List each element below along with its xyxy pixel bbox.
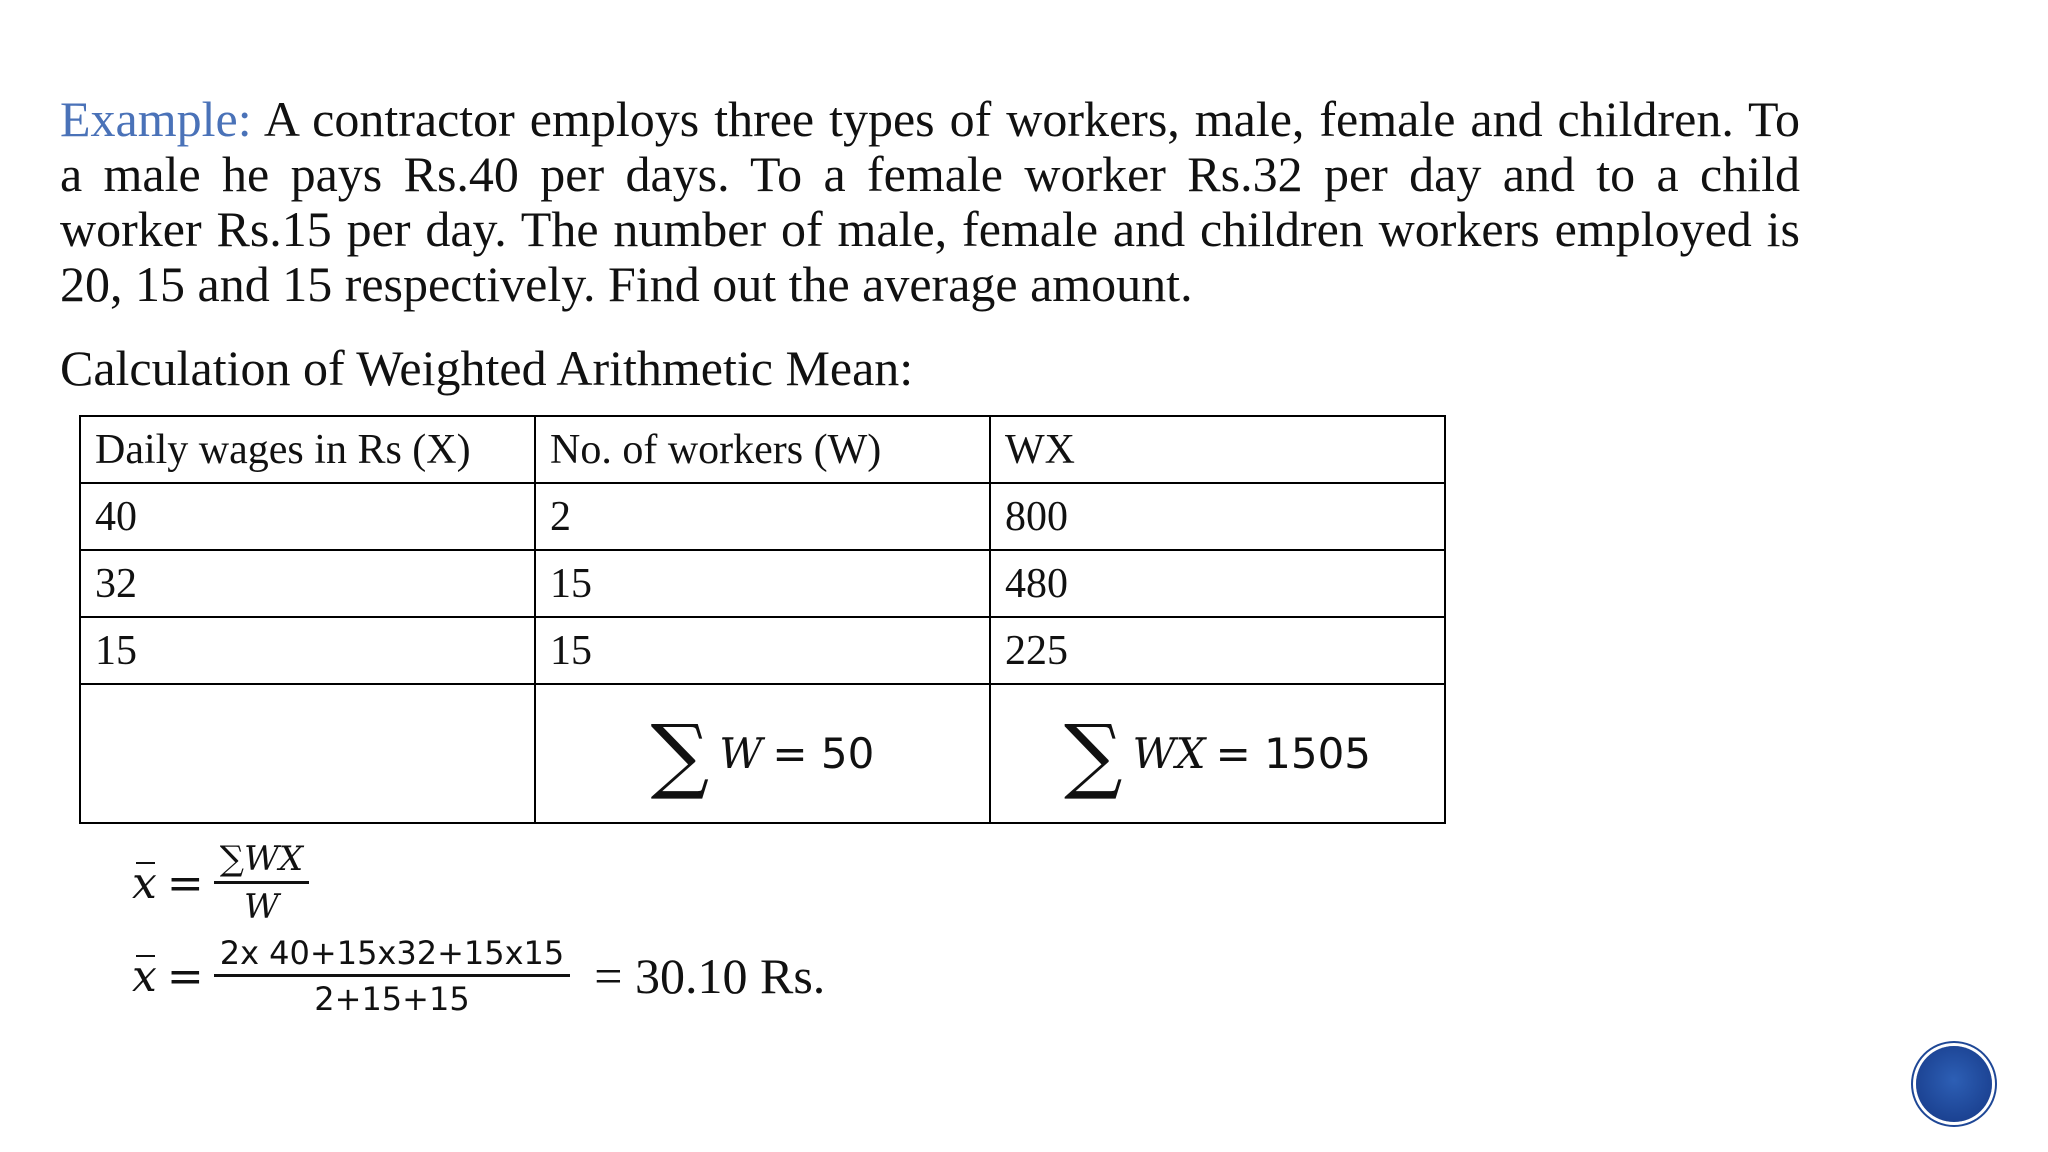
cell-wx: 480 [990,550,1445,617]
example-label: Example: [60,91,252,147]
fraction-numerator: 2x 40+15x32+15x15 [214,935,571,977]
slide-nav-button-icon[interactable] [1916,1046,1992,1122]
equals-sign: = [166,950,204,1002]
sum-w-cell [535,684,990,823]
problem-text: A contractor employs three types of workers, male, female and children. To a male he pays Rs.40 per days. To a female worker Rs.32 per day and to a child worker Rs.15 per day. The number of male, female and children workers employed is 20, 15 and 15 respectively. Find out the average amount. [60,91,1800,312]
sum-wx-cell [990,684,1445,823]
header-num-workers: No. of workers (W) [535,416,990,483]
header-wx: WX [990,416,1445,483]
x-bar-symbol: x [132,950,157,1002]
table-row [80,617,1445,684]
table-header-row [80,416,1445,483]
cell-wx: 800 [990,483,1445,550]
mean-result: = 30.10 Rs. [594,948,826,1005]
calculation-fraction [214,935,571,1018]
table-totals-row [80,684,1445,823]
cell-empty [80,684,535,823]
header-daily-wages: Daily wages in Rs (X) [80,416,535,483]
calculation-heading: Calculation of Weighted Arithmetic Mean: [60,340,914,396]
fraction-numerator: ∑WX [214,840,309,884]
sum-w [650,707,875,803]
cell-wage: 32 [80,550,535,617]
mean-fraction [214,840,309,927]
table-row [80,550,1445,617]
fraction-denominator: 2+15+15 [314,979,470,1018]
cell-workers: 2 [535,483,990,550]
mean-formula [132,840,309,927]
sum-wx [1063,707,1372,803]
x-bar-symbol: x [132,858,157,910]
cell-wage: 15 [80,617,535,684]
sum-wx-variable: WX [1132,729,1206,778]
equals-sign: = [166,858,204,910]
sigma-symbol: ∑ [650,707,710,803]
sum-w-variable: W [719,729,763,778]
problem-statement [60,92,1800,312]
cell-wage: 40 [80,483,535,550]
sum-w-value: = 50 [772,729,875,778]
fraction-denominator: W [243,887,279,928]
mean-calculation [132,935,825,1018]
cell-wx: 225 [990,617,1445,684]
sigma-symbol: ∑ [1063,707,1123,803]
table-row [80,483,1445,550]
sum-wx-value: = 1505 [1215,729,1372,778]
cell-workers: 15 [535,617,990,684]
weighted-mean-table [79,415,1446,824]
cell-workers: 15 [535,550,990,617]
